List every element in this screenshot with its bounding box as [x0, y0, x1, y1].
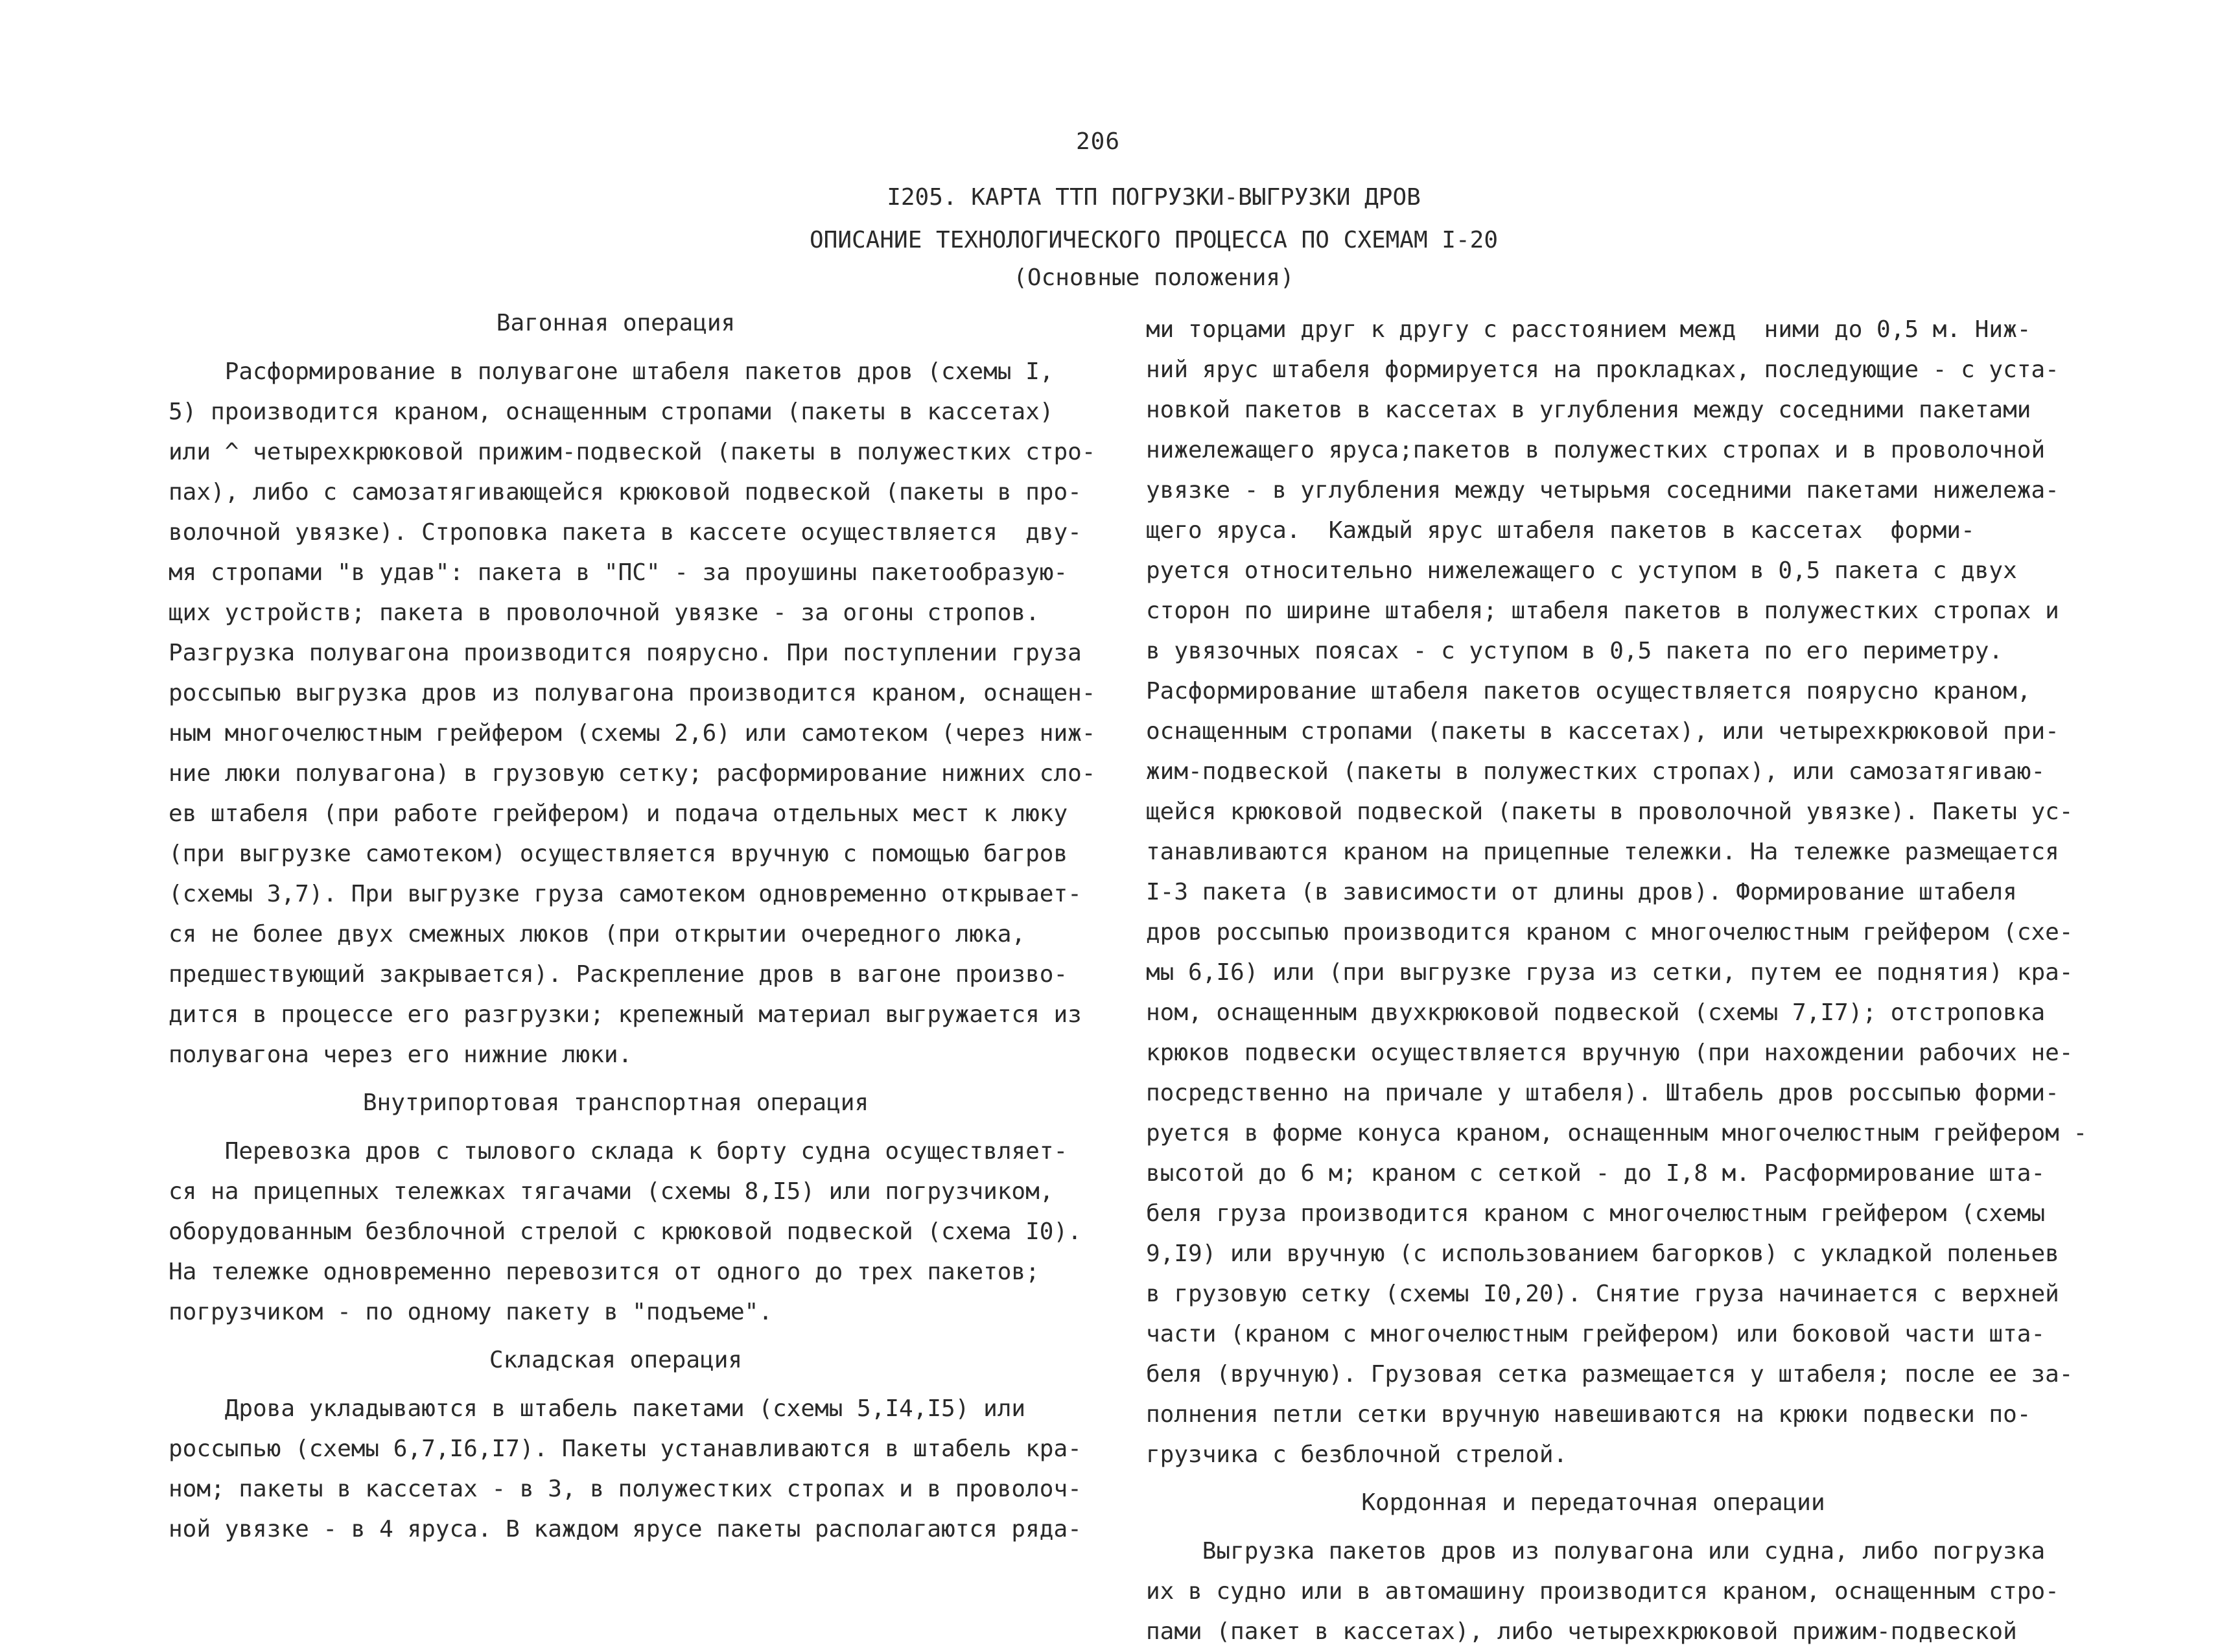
- text-line: пах), либо с самозатягивающейся крюковой подвеской (пакеты в про-: [169, 479, 1082, 506]
- text-line: Разгрузка полувагона производится поярусно. При поступлении груза: [169, 640, 1082, 666]
- text-line: мы 6,I6) или (при выгрузке груза из сетки, путем ее поднятия) кра-: [1146, 959, 2074, 986]
- text-line: беля (вручную). Грузовая сетка размещается у штабеля; после ее за-: [1146, 1361, 2074, 1388]
- text-line: 5) производится краном, оснащенным стропами (пакеты в кассетах): [169, 399, 1054, 425]
- text-line: посредственно на причале у штабеля). Штабель дров россыпью форми-: [1146, 1080, 2059, 1106]
- text-line: грузчика с безблочной стрелой.: [1146, 1441, 1568, 1468]
- text-line: оборудованным безблочной стрелой с крюковой подвеской (схема I0).: [169, 1218, 1082, 1245]
- text-line: волочной увязке). Строповка пакета в кассете осуществляется дву-: [169, 519, 1082, 546]
- text-line: дится в процессе его разгрузки; крепежный материал выгружается из: [169, 1001, 1082, 1028]
- text-line: Выгрузка пакетов дров из полувагона или судна, либо погрузка: [1146, 1538, 2046, 1565]
- document-subtitle-note: (Основные положения): [1013, 264, 1294, 291]
- section-heading-warehouse: Складская операция: [489, 1347, 743, 1373]
- text-line: ся не более двух смежных люков (при открытии очередного люка,: [169, 921, 1026, 948]
- text-line: их в судно или в автомашину производится краном, оснащенным стро-: [1146, 1578, 2059, 1605]
- text-line: увязке - в углубления между четырьмя соседними пакетами нижележа-: [1146, 477, 2059, 504]
- text-line: (при выгрузке самотеком) осуществляется вручную с помощью багров: [169, 841, 1068, 867]
- section-body-transport: [169, 1132, 1082, 1332]
- text-line: Расформирование в полувагоне штабеля пакетов дров (схемы I,: [169, 358, 1054, 385]
- text-line: оснащенным стропами (пакеты в кассетах), или четырехкрюковой при-: [1146, 718, 2059, 745]
- text-line: сторон по ширине штабеля; штабеля пакетов в полужестких стропах и: [1146, 598, 2059, 624]
- section-body-wagon: [169, 352, 1096, 1075]
- text-line: танавливаются краном на прицепные тележки. На тележке размещается: [1146, 839, 2059, 865]
- text-line: щих устройств; пакета в проволочной увязке - за огоны стропов.: [169, 599, 1040, 626]
- section-heading-transport: Внутрипортовая транспортная операция: [362, 1089, 869, 1116]
- text-line: высотой до 6 м; краном с сеткой - до I,8 м. Расформирование шта-: [1146, 1160, 2046, 1187]
- text-line: 9,I9) или вручную (с использованием багорков) с укладкой поленьев: [1146, 1240, 2059, 1267]
- text-line: пами (пакет в кассетах), либо четырехкрюковой прижим-подвеской: [1146, 1618, 2017, 1645]
- section-body-warehouse-continued: [1146, 310, 2088, 1475]
- text-line: На тележке одновременно перевозится от одного до трех пакетов;: [169, 1259, 1040, 1285]
- text-line: полувагона через его нижние люки.: [169, 1041, 633, 1068]
- section-body-cordon: [1146, 1531, 2059, 1652]
- text-line: ний ярус штабеля формируется на прокладках, последующие - с уста-: [1146, 356, 2059, 383]
- text-line: ся на прицепных тележках тягачами (схемы 8,I5) или погрузчиком,: [169, 1178, 1054, 1205]
- text-line: россыпью (схемы 6,7,I6,I7). Пакеты устанавливаются в штабель кра-: [169, 1436, 1082, 1462]
- right-column: [1146, 310, 2088, 1652]
- text-line: беля груза производится краном с многочелюстным грейфером (схемы: [1146, 1200, 2046, 1227]
- text-line: ев штабеля (при работе грейфером) и подача отдельных мест к люку: [169, 800, 1068, 827]
- text-line: мя стропами "в удав": пакета в "ПС" - за проушины пакетообразую-: [169, 559, 1068, 586]
- page-number: 206: [1076, 128, 1121, 155]
- text-line: жим-подвеской (пакеты в полужестких стропах), или самозатягиваю-: [1146, 758, 2046, 785]
- document-subtitle: ОПИСАНИЕ ТЕХНОЛОГИЧЕСКОГО ПРОЦЕССА ПО СХЕМАМ I-20: [809, 227, 1499, 253]
- text-line: в увязочных поясах - с уступом в 0,5 пакета по его периметру.: [1146, 638, 2004, 664]
- text-line: части (краном с многочелюстным грейфером) или боковой части шта-: [1146, 1321, 2046, 1347]
- text-line: (схемы 3,7). При выгрузке груза самотеком одновременно открывает-: [169, 881, 1082, 907]
- text-line: щего яруса. Каждый ярус штабеля пакетов в кассетах форми-: [1146, 517, 1975, 544]
- section-heading-wagon: Вагонная операция: [496, 310, 736, 336]
- text-line: нижележащего яруса;пакетов в полужестких стропах и в проволочной: [1146, 437, 2046, 463]
- text-line: полнения петли сетки вручную навешиваются на крюки подвески по-: [1146, 1401, 2031, 1428]
- text-line: новкой пакетов в кассетах в углубления между соседними пакетами: [1146, 397, 2031, 423]
- text-line: или ^ четырехкрюковой прижим-подвеской (пакеты в полужестких стро-: [169, 439, 1096, 465]
- document-title: I205. КАРТА ТТП ПОГРУЗКИ-ВЫГРУЗКИ ДРОВ: [887, 184, 1421, 211]
- left-column: [169, 310, 1096, 1550]
- section-body-warehouse: [169, 1389, 1082, 1550]
- text-line: россыпью выгрузка дров из полувагона производится краном, оснащен-: [169, 680, 1096, 706]
- text-line: ном; пакеты в кассетах - в 3, в полужестких стропах и в проволоч-: [169, 1476, 1082, 1502]
- text-line: руется относительно нижележащего с уступом в 0,5 пакета с двух: [1146, 557, 2017, 584]
- text-line: ном, оснащенным двухкрюковой подвеской (схемы 7,I7); отстроповка: [1146, 999, 2046, 1026]
- text-line: Расформирование штабеля пакетов осуществляется поярусно краном,: [1146, 678, 2031, 704]
- text-line: руется в форме конуса краном, оснащенным многочелюстным грейфером -: [1146, 1120, 2088, 1146]
- text-line: щейся крюковой подвеской (пакеты в проволочной увязке). Пакеты ус-: [1146, 798, 2074, 825]
- text-line: в грузовую сетку (схемы I0,20). Снятие груза начинается с верхней: [1146, 1281, 2059, 1307]
- text-line: Перевозка дров с тылового склада к борту судна осуществляет-: [169, 1138, 1068, 1165]
- text-line: погрузчиком - по одному пакету в "подъеме".: [169, 1299, 773, 1325]
- section-heading-cordon: Кордонная и передаточная операции: [1361, 1489, 1825, 1516]
- text-line: дров россыпью производится краном с многочелюстным грейфером (схе-: [1146, 919, 2074, 946]
- text-line: предшествующий закрывается). Раскрепление дров в вагоне произво-: [169, 961, 1068, 988]
- text-line: ми торцами друг к другу с расстоянием межд ними до 0,5 м. Ниж-: [1146, 316, 2031, 343]
- text-line: I-3 пакета (в зависимости от длины дров). Формирование штабеля: [1146, 879, 2017, 905]
- text-line: ние люки полувагона) в грузовую сетку; расформирование нижних сло-: [169, 760, 1096, 787]
- text-line: ным многочелюстным грейфером (схемы 2,6) или самотеком (через ниж-: [169, 720, 1096, 747]
- text-line: крюков подвески осуществляется вручную (при нахождении рабочих не-: [1146, 1040, 2074, 1066]
- text-line: ной увязке - в 4 яруса. В каждом ярусе пакеты располагаются ряда-: [169, 1516, 1082, 1542]
- text-line: Дрова укладываются в штабель пакетами (схемы 5,I4,I5) или: [169, 1395, 1026, 1422]
